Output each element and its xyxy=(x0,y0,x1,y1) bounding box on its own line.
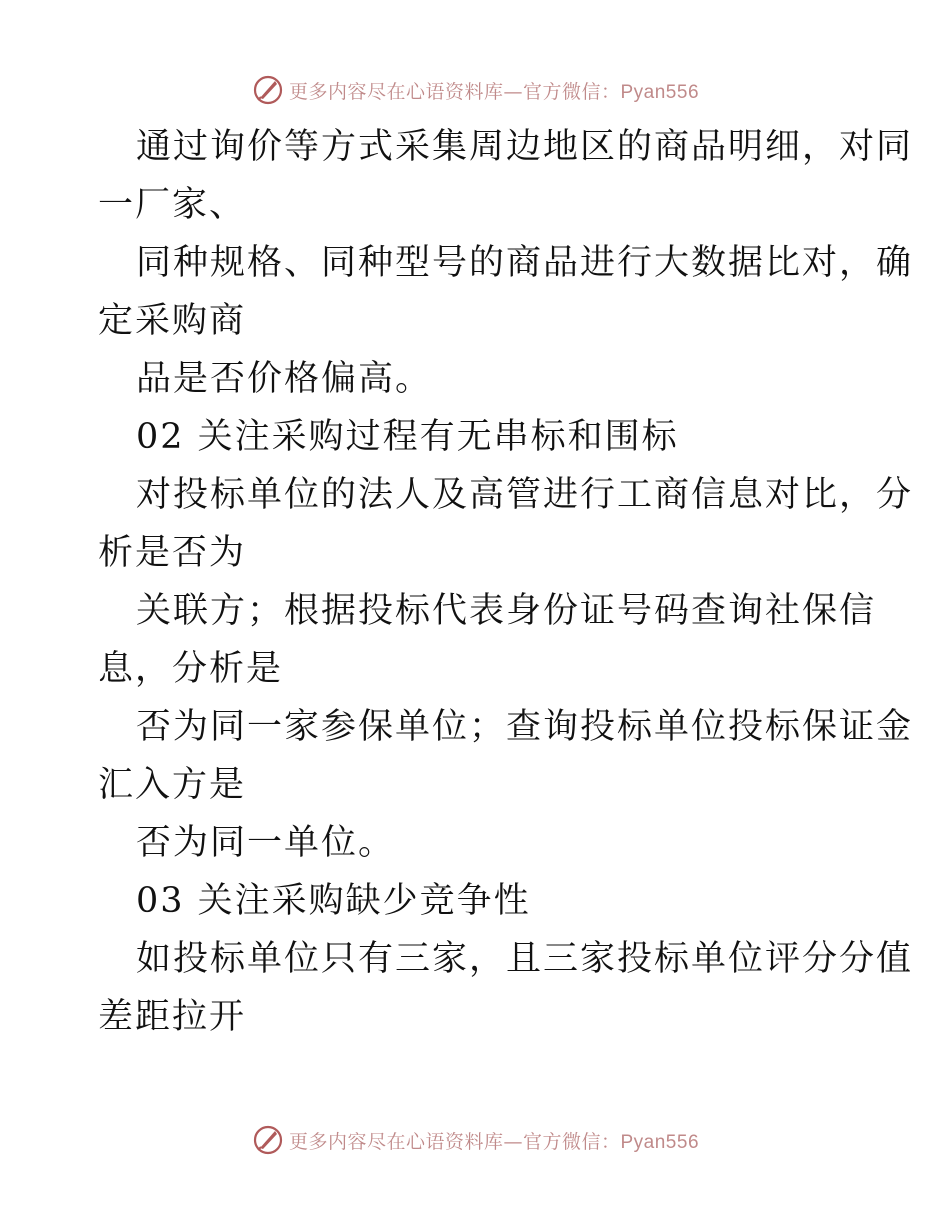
feather-pen-logo-icon xyxy=(251,73,285,107)
paragraph-line: 一厂家、 xyxy=(98,185,247,225)
paragraph-line: 定采购商 xyxy=(98,301,247,341)
document-body xyxy=(98,118,914,1046)
paragraph-line: 差距拉开 xyxy=(98,997,247,1037)
paragraph-line: 汇入方是 xyxy=(98,765,247,805)
paragraph-line: 如投标单位只有三家，且三家投标单位评分分值 xyxy=(136,939,914,979)
footer-watermark xyxy=(0,1120,950,1160)
paragraph-line: 否为同一家参保单位；查询投标单位投标保证金 xyxy=(136,707,914,747)
paragraph-line: 通过询价等方式采集周边地区的商品明细，对同 xyxy=(136,127,914,167)
paragraph-line: 品是否价格偏高。 xyxy=(136,359,433,399)
feather-pen-logo-icon xyxy=(251,1123,285,1157)
paragraph-line: 对投标单位的法人及高管进行工商信息对比，分 xyxy=(136,475,914,515)
paragraph-line: 同种规格、同种型号的商品进行大数据比对，确 xyxy=(136,243,914,283)
section-heading: 03 关注采购缺少竞争性 xyxy=(136,881,531,921)
paragraph-line: 关联方；根据投标代表身份证号码查询社保信 xyxy=(136,591,877,631)
paragraph-line: 否为同一单位。 xyxy=(136,823,396,863)
wechat-id: Pyan556 xyxy=(620,81,700,103)
watermark-text: 更多内容尽在心语资料库—官方微信： xyxy=(288,1130,621,1153)
section-heading: 02 关注采购过程有无串标和围标 xyxy=(136,417,679,457)
paragraph-line: 息，分析是 xyxy=(98,649,284,689)
paragraph-line: 析是否为 xyxy=(98,533,247,573)
header-watermark xyxy=(0,70,950,110)
wechat-id: Pyan556 xyxy=(620,1131,700,1153)
watermark-text: 更多内容尽在心语资料库—官方微信： xyxy=(288,80,621,103)
